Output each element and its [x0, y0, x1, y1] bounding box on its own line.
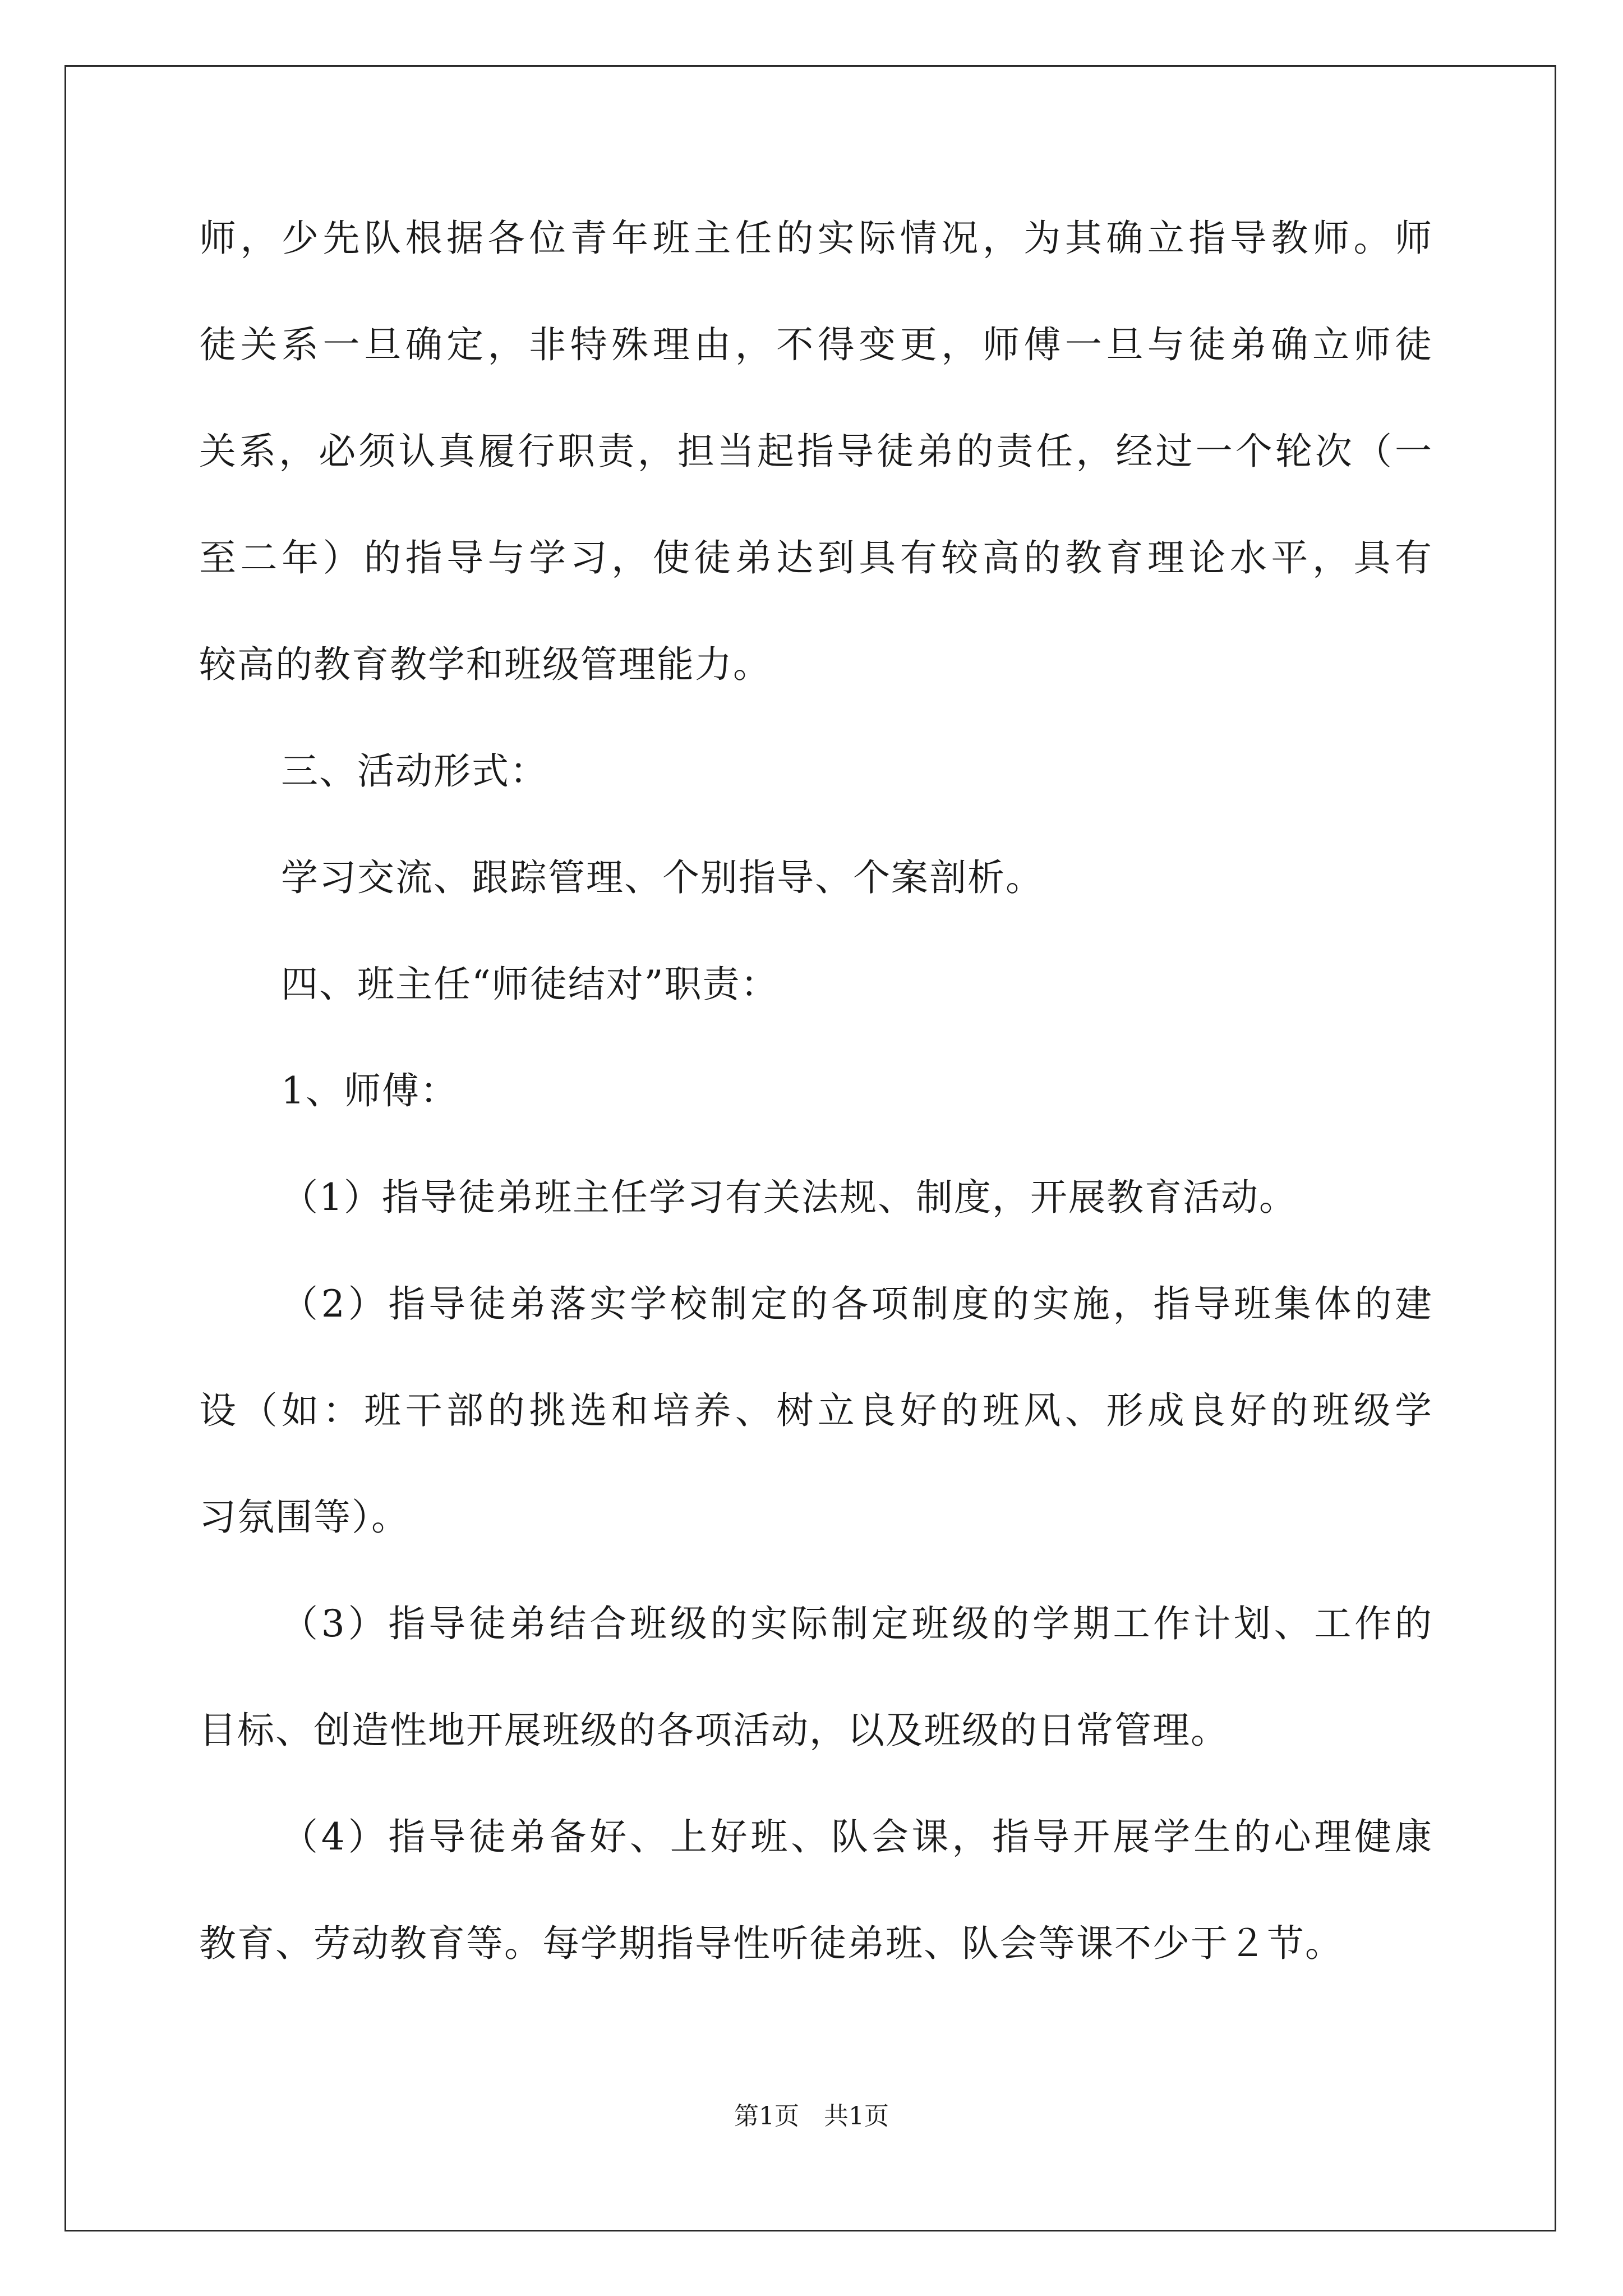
list-item: （2）指导徒弟落实学校制定的各项制度的实施，指导班集体的建 — [281, 1282, 1433, 1326]
list-item: （1）指导徒弟班主任学习有关法规、制度，开展教育活动。 — [281, 1176, 1297, 1219]
paragraph-line: 徒关系一旦确定，非特殊理由，不得变更，师傅一旦与徒弟确立师徒 — [199, 323, 1433, 366]
list-item: （3）指导徒弟结合班级的实际制定班级的学期工作计划、工作的 — [281, 1602, 1433, 1645]
paragraph-line: 目标、创造性地开展班级的各项活动，以及班级的日常管理。 — [199, 1709, 1229, 1752]
paragraph-line: 学习交流、跟踪管理、个别指导、个案剖析。 — [281, 856, 1044, 899]
paragraph-line: 师，少先队根据各位青年班主任的实际情况，为其确立指导教师。师 — [199, 217, 1433, 260]
paragraph-line: 习氛围等）。 — [199, 1496, 409, 1539]
page-footer: 第1页 共1页 — [734, 2102, 889, 2131]
page-border — [64, 65, 1556, 2231]
paragraph-line: 关系，必须认真履行职责，担当起指导徒弟的责任，经过一个轮次（一 — [199, 430, 1433, 473]
paragraph-line: 教育、劳动教育等。每学期指导性听徒弟班、队会等课不少于２节。 — [199, 1922, 1343, 1965]
section-heading: 四、班主任“师徒结对”职责： — [281, 963, 779, 1006]
section-heading: 三、活动形式： — [281, 749, 548, 793]
paragraph-line: 至二年）的指导与学习，使徒弟达到具有较高的教育理论水平，具有 — [199, 536, 1433, 579]
paragraph-line: 较高的教育教学和班级管理能力。 — [199, 643, 771, 686]
list-item: （4）指导徒弟备好、上好班、队会课，指导开展学生的心理健康 — [281, 1815, 1433, 1858]
paragraph-line: 设（如：班干部的挑选和培养、树立良好的班风、形成良好的班级学 — [199, 1389, 1433, 1432]
subsection-heading: 1、师傅： — [281, 1069, 458, 1112]
